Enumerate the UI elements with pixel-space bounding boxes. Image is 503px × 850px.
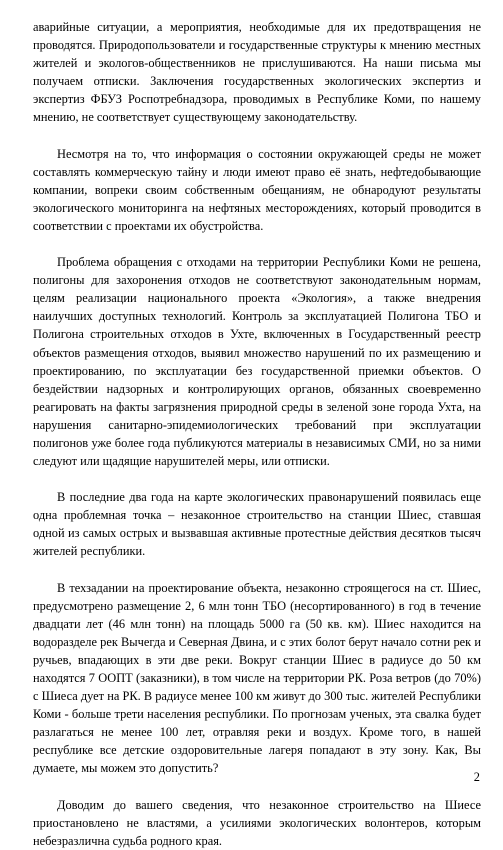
- paragraph-gap: [33, 470, 481, 488]
- paragraph-gap: [33, 778, 481, 796]
- paragraph-gap: [33, 127, 481, 145]
- paragraph-gap: [33, 561, 481, 579]
- paragraph-4: В последние два года на карте экологических правонарушений появилась еще одна проблемная точка – незаконное строительство на станции Шиес, ставшая одной из самых острых и вызвавшая активные протестные действия десятков тысяч жителей республики.: [33, 490, 481, 559]
- paragraph-3: Проблема обращения с отходами на территории Республики Коми не решена, полигоны для захоронения отходов не соответствуют законодательным нормам, целям реализации национального проекта «Экология», а также внедрения наилучших доступных технологий. Контроль за эксплуатацией Полигона ТБО и Полигона строительных отходов в Ухте, включенных в Государственный реестр объектов размещения отходов, выявил множество нарушений по их размещению и проектированию, по эксплуатации без государственной приемки объектов. О бездействии надзорных и контролирующих органов, обязанных своевременно реагировать на факты загрязнения природной среды в зеленой зоне города Ухта, на нарушения санитарно-эпидемиологических требований при эксплуатации полигонов уже более года публикуются материалы в независимых СМИ, но за ними следуют или щадящие нарушителей меры, или отписки.: [33, 255, 481, 469]
- paragraph-6: Доводим до вашего сведения, что незаконное строительство на Шиесе приостановлено не властями, а усилиями экологических волонтеров, которым небезразлична судьба родного края.: [33, 797, 481, 848]
- paragraph-2: Несмотря на то, что информация о состоянии окружающей среды не может составлять коммерческую тайну и люди имеют право её знать, нефтедобывающие компании, вопреки своим собственным обещаниям, не обнародуют результаты экологического мониторинга на нефтяных месторождениях, который проводится в соответствии с проектами их обустройства.: [33, 146, 481, 233]
- document-body: [33, 18, 481, 850]
- paragraph-5: В техзадании на проектирование объекта, незаконно строящегося на ст. Шиес, предусмотрено размещение 2, 6 млн тонн ТБО (несортированного) в год в течение двадцати лет (46 млн тонн) на площадь 5000 га (50 кв. км). Шиес находится на водоразделе рек Вычегда и Северная Двина, и с этих болот берут начало сотни рек и ручьев, впадающих в эти две реки. Вокруг станции Шиес в радиусе до 50 км находятся 7 ООПТ (заказники), в том числе на территории РК. Роза ветров (до 70%) с Шиеса дует на РК. В радиусе менее 100 км живут до 300 тыс. жителей Республики Коми - больше трети населения республики. По прогнозам ученых, эта свалка будет разлагаться не менее 100 лет, отравляя реки и воздух. Кроме того, в нашей республике все детские оздоровительные лагеря попадают в эту зону. Как, Вы думаете, мы можем это допустить?: [33, 580, 481, 776]
- page-number: 2: [473, 770, 480, 784]
- paragraph-gap: [33, 235, 481, 253]
- paragraph-1: аварийные ситуации, а мероприятия, необходимые для их предотвращения не проводятся. Природопользователи и государственные структуры к мнению местных жителей и экологов-общественников не прислушиваются. На наши письма мы получаем отписки. Заключения государственных экологических экспертиз и экспертиз ФБУЗ Роспотребнадзора, проводимых в Республике Коми, по нашему мнению, не соответствует существующему законодательству.: [33, 20, 481, 125]
